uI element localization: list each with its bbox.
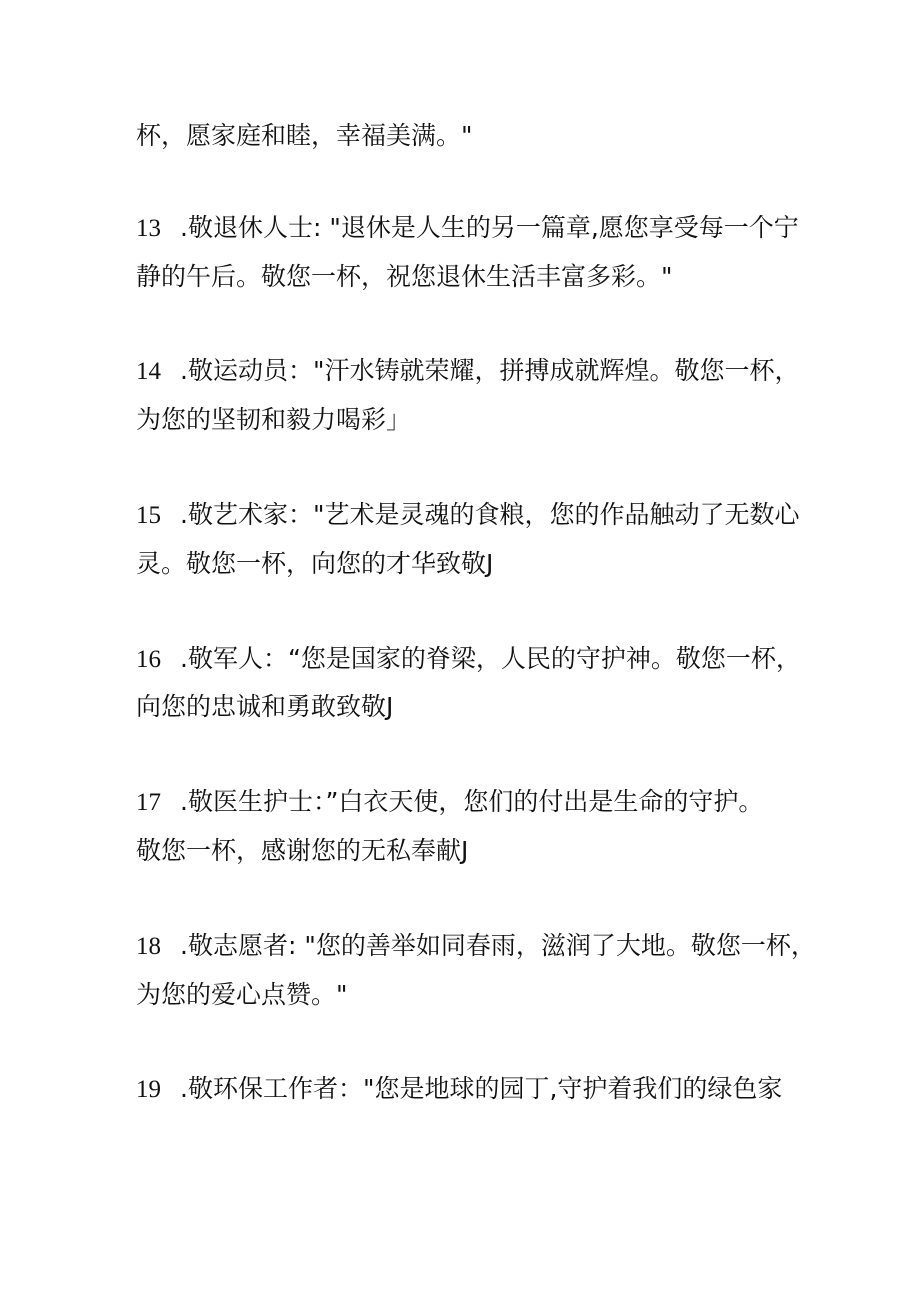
text-line (136, 118, 796, 154)
line-text: 向您的忠诚和勇敢致敬J (136, 692, 394, 721)
item-number: 18 (136, 933, 161, 960)
text-line (136, 977, 796, 1013)
text-line (136, 546, 796, 582)
line-text: .敬退休人士: "退休是人生的另一篇章,愿您享受每一个宁 (180, 213, 799, 242)
line-text: .敬军人：“您是国家的脊梁，人民的守护神。敬您一杯， (180, 644, 801, 673)
text-line (136, 402, 796, 438)
list-item-17 (136, 784, 796, 821)
line-text: .敬医生护士：”白衣天使，您们的付出是生命的守护。 (180, 787, 764, 816)
list-item-19 (136, 1071, 796, 1108)
list-item-16 (136, 641, 801, 678)
line-text: 敬您一杯，感谢您的无私奉献J (136, 836, 469, 865)
line-text: 静的午后。敬您一杯，祝您退休生活丰富多彩。" (136, 262, 673, 291)
line-text: .敬环保工作者："您是地球的园丁,守护着我们的绿色家 (180, 1074, 783, 1103)
item-number: 15 (136, 502, 161, 529)
text-line (136, 833, 796, 869)
list-item-13 (136, 210, 799, 247)
item-number: 16 (136, 646, 161, 673)
list-item-14 (136, 353, 800, 390)
text-line (136, 689, 796, 725)
line-text: 为您的坚韧和毅力喝彩」 (136, 405, 412, 434)
list-item-15 (136, 497, 800, 534)
line-text: .敬志愿者: "您的善举如同春雨，滋润了大地。敬您一杯， (180, 931, 816, 960)
line-text: .敬运动员："汗水铸就荣耀，拼搏成就辉煌。敬您一杯， (180, 356, 800, 385)
list-item-18 (136, 928, 816, 965)
item-number: 14 (136, 358, 161, 385)
text-line (136, 259, 796, 295)
line-text: 杯，愿家庭和睦，幸福美满。" (136, 121, 473, 150)
item-number: 13 (136, 215, 161, 242)
item-number: 19 (136, 1076, 161, 1103)
item-number: 17 (136, 789, 161, 816)
line-text: 为您的爱心点赞。" (136, 980, 348, 1009)
line-text: 灵。敬您一杯，向您的才华致敬J (136, 549, 494, 578)
line-text: .敬艺术家："艺术是灵魂的食粮，您的作品触动了无数心 (180, 500, 800, 529)
